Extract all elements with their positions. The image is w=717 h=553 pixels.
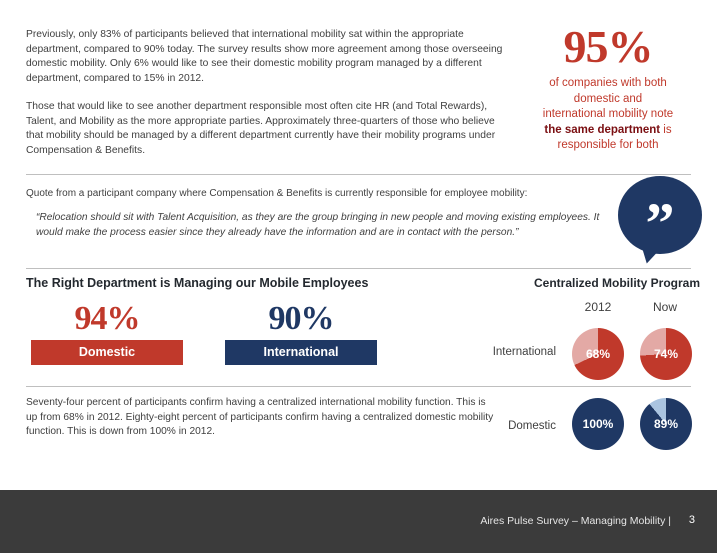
pie-column-label-2012: 2012 [584, 300, 612, 314]
stat-international-label: International [225, 340, 377, 365]
intro-paragraph-2: Those that would like to see another department responsible most often cite HR (and Total Rewards), Talent, and Mobility as the more appropriate parties. Approximately three-quarters of those who believe that mobility should be managed by a different department currently have their mobility programs under Compensation & Benefits. [26, 101, 496, 156]
pie-international-2012-label: 68% [585, 347, 611, 361]
quote-mark-icon: ” [645, 191, 675, 256]
stat-domestic-label: Domestic [31, 340, 183, 365]
pie-column-label-now: Now [652, 300, 677, 314]
callout-line-1: of companies with both [549, 77, 667, 89]
footer-page-number: 3 [688, 514, 695, 526]
callout-line-5: responsible for both [557, 139, 659, 151]
callout-line-3: international mobility note [542, 108, 674, 120]
pie-domestic-2012-label: 100% [582, 417, 614, 431]
quote-lead-in: Quote from a participant company where Compensation & Benefits is currently responsible for employee mobility: [26, 188, 528, 199]
pie-row-label-domestic: Domestic [508, 420, 556, 432]
pie-domestic-2012 [572, 398, 624, 450]
pie-international-2012 [572, 328, 624, 380]
callout-block [512, 22, 704, 154]
callout-emphasis-suffix: is [660, 123, 672, 136]
divider-middle [26, 268, 691, 269]
pie-domestic-now [640, 398, 692, 450]
divider-top [26, 174, 691, 175]
pie-row-label-international: International [492, 346, 556, 358]
section-heading-right: Centralized Mobility Program [534, 276, 701, 290]
callout-emphasis: the same department [544, 123, 661, 136]
stat-international-value: 90% [268, 300, 334, 337]
callout-line-2: domestic and [573, 92, 643, 105]
stat-domestic-value: 94% [74, 300, 140, 337]
pie-international-now [640, 328, 692, 380]
section-heading-left: The Right Department is Managing our Mobile Employees [26, 276, 369, 290]
intro-paragraph-1: Previously, only 83% of participants believed that international mobility sat within the appropriate department, compared to 90% today. The survey results show more agreement among those overseeing domestic mobility. Only 6% would like to see their domestic mobility program managed by a different department, compared to 15% in 2012. [26, 29, 503, 84]
quote-text: “Relocation should sit with Talent Acquisition, as they are the group bringing in new people and moving existing employees. It would make the process easier since they already have the information and are in contact with the person.” [36, 212, 600, 238]
summary-paragraph: Seventy-four percent of participants confirm having a centralized international mobility function. This is up from 68% in 2012. Eighty-eight percent of participants confirm having a centralized domestic mobility function. This is down from 100% in 2012. [26, 397, 494, 437]
pie-international-now-label: 74% [653, 347, 679, 361]
divider-bottom [26, 386, 691, 387]
callout-description [512, 76, 704, 154]
pie-domestic-now-label: 89% [653, 417, 679, 431]
intro-text-block [26, 28, 506, 158]
footer-title: Aires Pulse Survey – Managing Mobility | [480, 515, 671, 527]
callout-percentage: 95% [563, 21, 653, 72]
stat-international [225, 300, 377, 365]
stat-domestic [31, 300, 183, 365]
quote-bubble-icon [618, 176, 708, 264]
